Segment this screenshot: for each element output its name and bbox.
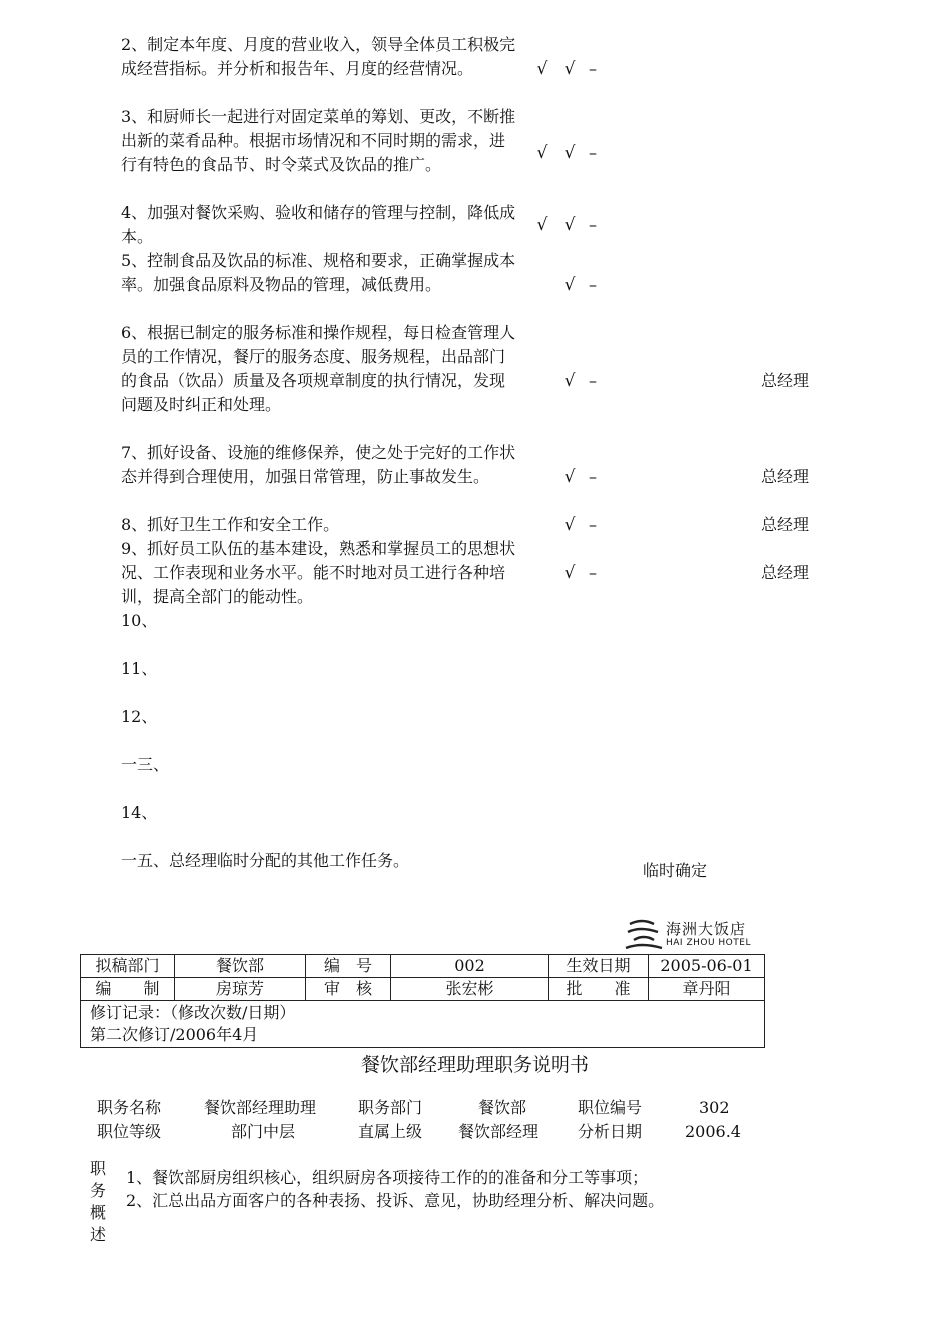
position-grade-value: 部门中层 [231, 1122, 296, 1141]
hotel-name-en: HAI ZHOU HOTEL [666, 938, 751, 948]
hotel-name-cn: 海洲大饭店 [666, 920, 747, 938]
draft-dept-label: 拟稿部门 [81, 955, 175, 978]
dash-mark: – [589, 467, 597, 486]
dash-mark: – [589, 143, 597, 162]
duty-item-6: 6、根据已制定的服务标准和操作规程，每日检查管理人员的工作情况，餐厅的服务态度、服务规程，出品部门的食品（饮品）质量及各项规章制度的执行情况，发现问题及时纠正和处理。 [121, 323, 516, 414]
analysis-date-label: 分析日期 [578, 1122, 643, 1141]
position-name-label: 职务名称 [97, 1098, 162, 1117]
approver-label: 批 准 [549, 978, 649, 1001]
check-mark-col2: √ [564, 215, 576, 235]
responsible-party: 总经理 [761, 467, 810, 486]
dash-mark: – [589, 59, 597, 78]
dash-mark: – [589, 563, 597, 582]
table-row [81, 955, 765, 978]
check-mark-col2: √ [564, 275, 576, 295]
analysis-date-value: 2006.4 [685, 1122, 741, 1141]
check-mark-col2: √ [564, 515, 576, 535]
document-meta-table [80, 954, 765, 1048]
hotel-logo-icon [624, 918, 664, 952]
check-mark-col1: √ [536, 59, 548, 79]
summary-item-1: 1、餐饮部厨房组织核心，组织厨房各项接待工作的的准备和分工等事项； [126, 1168, 649, 1187]
responsible-party: 总经理 [761, 515, 810, 534]
page-title: 餐饮部经理助理职务说明书 [360, 1054, 589, 1076]
table-row [81, 978, 765, 1001]
compiler-label: 编 制 [81, 978, 175, 1001]
effective-date-value: 2005-06-01 [649, 955, 765, 978]
revision-record [81, 1001, 765, 1048]
number-value: 002 [391, 955, 549, 978]
responsible-party: 总经理 [761, 371, 810, 390]
duty-item-14: 14、 [121, 803, 158, 822]
duty-item-11: 11、 [121, 659, 158, 678]
check-mark-col2: √ [564, 563, 576, 583]
check-mark-col1: √ [536, 215, 548, 235]
duty-item-9: 9、抓好员工队伍的基本建设，熟悉和掌握员工的思想状况、工作表现和业务水平。能不时地对员工进行各种培训，提高全部门的能动性。 [121, 539, 516, 606]
check-mark-col1: √ [536, 143, 548, 163]
check-mark-col2: √ [564, 371, 576, 391]
duty-item-5: 5、控制食品及饮品的标准、规格和要求，正确掌握成本率。加强食品原料及物品的管理，减低费用。 [121, 251, 516, 294]
duty-item-15: 一五、总经理临时分配的其他工作任务。 [121, 851, 410, 870]
position-dept-value: 餐饮部 [478, 1098, 527, 1117]
duty-item-10: 10、 [121, 611, 158, 630]
position-name-value: 餐饮部经理助理 [204, 1098, 317, 1117]
duty-item-4: 4、加强对餐饮采购、验收和储存的管理与控制，降低成本。 [121, 203, 516, 246]
position-dept-label: 职务部门 [358, 1098, 423, 1117]
revision-row [81, 1001, 765, 1048]
dash-mark: – [589, 275, 597, 294]
check-mark-col2: √ [564, 467, 576, 487]
dash-mark: – [589, 215, 597, 234]
duty-item-13: 一三、 [121, 755, 170, 774]
responsible-party: 总经理 [761, 563, 810, 582]
revision-label: 修订记录：（修改次数/日期） [90, 1003, 296, 1022]
compiler-value: 房琼芳 [175, 978, 306, 1001]
position-code-label: 职位编号 [578, 1098, 643, 1117]
duty-item-7: 7、抓好设备、设施的维修保养，使之处于完好的工作状态并得到合理使用，加强日常管理，防止事故发生。 [121, 443, 516, 486]
supervisor-value: 餐饮部经理 [458, 1122, 539, 1141]
duty-item-8: 8、抓好卫生工作和安全工作。 [121, 515, 340, 534]
hotel-logo [624, 918, 764, 952]
dash-mark: – [589, 515, 597, 534]
number-label: 编 号 [306, 955, 391, 978]
draft-dept-value: 餐饮部 [175, 955, 306, 978]
duty-item-3: 3、和厨师长一起进行对固定菜单的筹划、更改，不断推出新的菜肴品种。根据市场情况和不同时期的需求，进行有特色的食品节、时令菜式及饮品的推广。 [121, 107, 516, 174]
position-code-value: 302 [699, 1098, 730, 1117]
check-mark-col2: √ [564, 59, 576, 79]
duty-item-12: 12、 [121, 707, 158, 726]
approver-value: 章丹阳 [649, 978, 765, 1001]
summary-item-2: 2、汇总出品方面客户的各种表扬、投诉、意见，协助经理分析、解决问题。 [126, 1191, 665, 1210]
position-grade-label: 职位等级 [97, 1122, 162, 1141]
dash-mark: – [589, 371, 597, 390]
revision-value: 第二次修订/2006年4月 [90, 1025, 259, 1044]
reviewer-label: 审 核 [306, 978, 391, 1001]
summary-content [126, 1166, 756, 1212]
check-mark-col2: √ [564, 143, 576, 163]
effective-date-label: 生效日期 [549, 955, 649, 978]
summary-label: 职务概述 [89, 1159, 106, 1244]
supervisor-label: 直属上级 [358, 1122, 423, 1141]
duty-item-2: 2、制定本年度、月度的营业收入，领导全体员工积极完成经营指标。并分析和报告年、月度的经营情况。 [121, 35, 516, 78]
reviewer-value: 张宏彬 [391, 978, 549, 1001]
temporary-note: 临时确定 [643, 861, 708, 880]
